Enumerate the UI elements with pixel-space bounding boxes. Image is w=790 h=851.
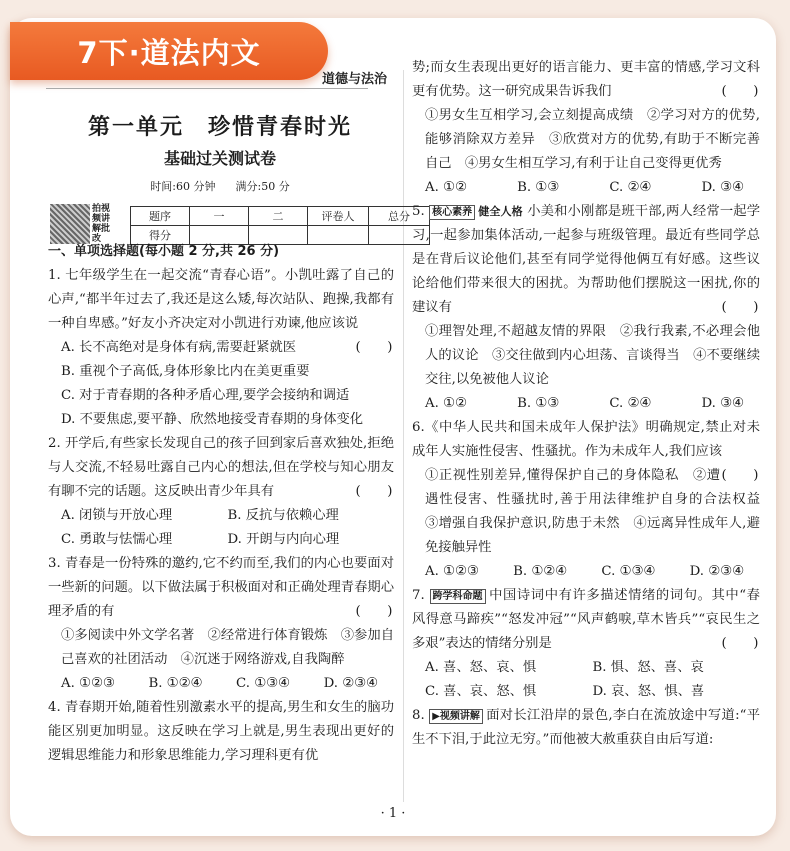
options-row [48, 504, 394, 528]
question-stem: 面对长江沿岸的景色,李白在流放途中写道:“平生不下泪,于此泣无穷。”而他被大赦重获自由后写道: [412, 708, 760, 747]
qr-label: 拍视频讲解批改 [92, 204, 111, 244]
test-title: 基础过关测试卷 [163, 149, 276, 168]
options-row [412, 656, 760, 680]
option-a: A. 闭锁与开放心理 [61, 508, 173, 523]
section-heading: 一、单项选择题(每小题 2 分,共 26 分) [48, 244, 280, 259]
answer-paren: ( ) [721, 468, 759, 483]
question-stem: 6.《中华人民共和国未成年人保护法》明确规定,禁止对未成年人实施性侵害、性骚扰。作为未成年人,我们应该 [412, 420, 760, 459]
question-number: 7. [412, 588, 425, 603]
subject-label: 道德与法治 [322, 72, 388, 87]
badge-tail: 健全人格 [478, 205, 523, 218]
score-cell: 二 [249, 207, 308, 226]
question-number: 8. [412, 708, 425, 723]
option-c: C. ②④ [609, 396, 652, 411]
question-3 [48, 552, 394, 624]
question-items: ①理智处理,不超越友情的界限 ②我行我素,不必理会他人的议论 ③交往做到内心坦荡、言谈得当 ④不要继续交往,以免被他人议论 [425, 324, 760, 387]
header-tag [10, 22, 328, 80]
option-a: A. ①② [425, 396, 467, 411]
page-sheet [10, 18, 776, 836]
question-stem: 势;而女生表现出更好的语言能力、更丰富的情感,学习文科更有优势。这一研究成果告诉我们 [412, 60, 760, 99]
answer-paren: ( ) [721, 84, 759, 99]
core-literacy-badge: 核心素养 [429, 205, 475, 220]
score-cell: 得分 [131, 226, 190, 245]
score-cell: 题序 [131, 207, 190, 226]
question-items: ①男女生互相学习,会立刻提高成绩 ②学习对方的优势,能够消除双方差异 ③欣赏对方的优势,有助于不断完善自己 ④男女生相互学习,有利于让自己变得更优秀 [425, 108, 760, 171]
option-d: D. 不要焦虑,要平静、欣然地接受青春期的身体变化 [61, 412, 364, 427]
score-cell: 评卷人 [308, 207, 369, 226]
option-b: B. 反抗与依赖心理 [227, 508, 339, 523]
answer-paren: ( ) [721, 300, 759, 315]
header-rule [46, 88, 368, 89]
question-items: ①正视性别差异,懂得保护自己的身体隐私 ②遭遇性侵害、性骚扰时,善于用法律维护自身的合法权益 ③增强自我保护意识,防患于未然 ④远离异性成年人,避免接触异性 [425, 468, 774, 555]
option-c: C. ①③④ [236, 676, 290, 691]
score-table-header-row [131, 207, 430, 226]
option-b: B. ①③ [517, 180, 560, 195]
option-b: B. ①③ [517, 396, 560, 411]
option-a: A. ①②③ [425, 564, 479, 579]
question-5 [412, 200, 760, 320]
header-tag-label: 7下·道法内文 [77, 35, 261, 70]
option-b: B. ①②④ [148, 676, 203, 691]
option-b: B. ①②④ [513, 564, 568, 579]
question-stem: 2. 开学后,有些家长发现自己的孩子回到家后喜欢独处,拒绝与人交流,不轻易吐露自己内心的想法,但在学校与知心朋友有聊不完的话题。这反映出青少年具有 [48, 436, 394, 499]
question-items: ①多阅读中外文学名著 ②经常进行体育锻炼 ③参加自己喜欢的社团活动 ④沉迷于网络游戏,自我陶醉 [61, 628, 394, 667]
question-stem: 3. 青春是一份特殊的邀约,它不约而至,我们的内心也要面对一些新的问题。以下做法属于积极面对和正确处理青春期心理矛盾的有 [48, 556, 394, 619]
option-c: C. 勇敢与怯懦心理 [61, 532, 173, 547]
answer-paren: ( ) [355, 340, 393, 355]
time-limit: 时间:60 分钟 [150, 180, 216, 193]
column-divider [403, 70, 404, 802]
page-number: · 1 · [380, 806, 406, 821]
question-stem: 1. 七年级学生在一起交流“青春心语”。小凯吐露了自己的心声,“都半年过去了,我还是这么矮,每次站队、跑操,我都有一种自卑感。”好友小齐决定对小凯进行劝谏,他应该说 [48, 268, 394, 331]
option-d: D. ②③④ [689, 564, 744, 579]
options-row [48, 528, 394, 552]
options-row [412, 176, 760, 200]
question-4-continued [412, 56, 760, 104]
options-row [412, 560, 760, 584]
qr-code-icon[interactable] [50, 204, 90, 244]
option-a: A. ①② [425, 180, 467, 195]
option-c: C. 对于青春期的各种矛盾心理,要学会接纳和调适 [61, 388, 350, 403]
question-7 [412, 584, 760, 656]
full-score: 满分:50 分 [235, 180, 290, 193]
question-number: 5. [412, 204, 425, 219]
option-c: C. ①③④ [601, 564, 656, 579]
right-column [412, 56, 774, 752]
cross-subject-badge: 跨学科命题 [430, 589, 486, 604]
score-cell: 一 [190, 207, 249, 226]
option-a: A. ①②③ [61, 676, 115, 691]
option-d: D. 哀、怒、惧、喜 [592, 684, 705, 699]
left-column [48, 240, 394, 768]
options-row [412, 680, 760, 704]
option-b: B. 重视个子高低,身体形象比内在美更重要 [61, 364, 310, 379]
option-d: D. 开朗与内向心理 [227, 532, 340, 547]
options-row [412, 392, 760, 416]
option-c: C. ②④ [609, 180, 652, 195]
unit-title: 第一单元 珍惜青春时光 [87, 114, 352, 140]
option-d: D. ②③④ [323, 676, 378, 691]
question-stem: 小美和小刚都是班干部,两人经常一起学习,一起参加集体活动,一起参与班级管理。最近有些同学总是在背后议论他们,甚至有同学觉得他俩互有好感。这些议论给他们带来很大的困扰。为帮助他们摆脱这一困扰,你的建议有 [412, 204, 761, 315]
video-explain-badge[interactable]: ▶视频讲解 [429, 709, 483, 724]
option-a: A. 长不高绝对是身体有病,需要赶紧就医 [61, 340, 297, 355]
score-cell: 总分 [369, 207, 430, 226]
test-meta [70, 178, 370, 194]
option-d: D. ③④ [701, 180, 744, 195]
question-6 [412, 416, 760, 483]
option-c: C. 喜、哀、怒、惧 [425, 684, 537, 699]
options-row [48, 672, 394, 696]
question-2 [48, 432, 394, 504]
question-8 [412, 704, 760, 752]
answer-paren: ( ) [721, 636, 759, 651]
option-b: B. 惧、怒、喜、哀 [592, 660, 704, 675]
option-a: A. 喜、怒、哀、惧 [425, 660, 537, 675]
question-stem: 中国诗词中有许多描述情绪的词句。其中“春风得意马蹄疾”“怒发冲冠”“风声鹤唳,草木皆兵”“哀民生之多艰”表达的情绪分别是 [412, 588, 760, 651]
question-4: 4. 青春期开始,随着性别激素水平的提高,男生和女生的脑功能区别更加明显。这反映在学习上就是,男生表现出更好的逻辑思维能力和形象思维能力,学习理科更有优 [48, 700, 394, 763]
answer-paren: ( ) [355, 484, 393, 499]
answer-paren: ( ) [355, 604, 393, 619]
option-d: D. ③④ [701, 396, 744, 411]
